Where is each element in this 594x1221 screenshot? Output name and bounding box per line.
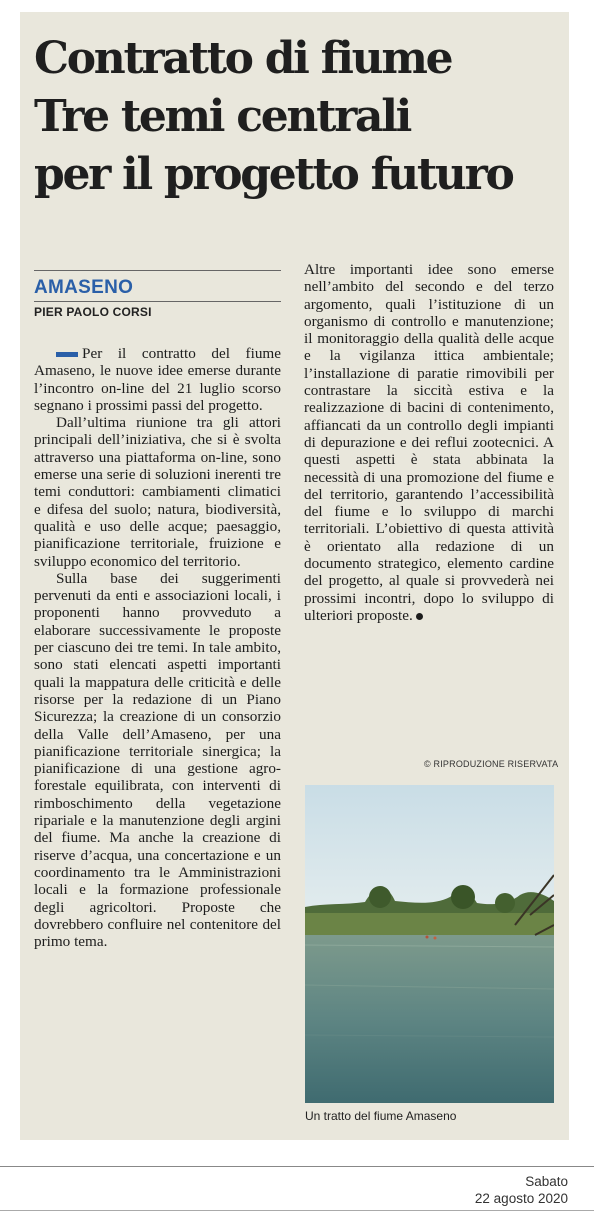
end-of-article-icon <box>416 613 423 620</box>
footer-divider <box>0 1166 594 1167</box>
paragraph-3: Sulla base dei suggerimenti pervenuti da enti e associazioni locali, i proponenti hanno provveduto a elaborare successivamente le proposte per ciascuno dei tre temi. In tale ambito, sono stati elencati aspetti importanti quali la mappatura delle criticità e delle risorse per la redazione di un Piano Sicurezza; la creazione di un consorzio della Valle dell’Amaseno, per una pianificazione territoriale sinergica; la pianificazione di una gestione agro-forestale equilibrata, con interventi di rimboschimento della vegetazione ripariale e la manutenzione degli argini del fiume. Ma anche la creazione di riserve d’acqua, una concertazione e un coordinamento tra le Amministrazioni locali e la formazione professionale degli agricoltori. Proposte che dovrebbero confluire nel contenitore del primo tema. <box>34 569 281 951</box>
article-column-1 <box>34 345 281 950</box>
article-column-2 <box>304 261 554 624</box>
headline-line-2: Tre temi centrali <box>34 91 411 142</box>
copyright-note: © RIPRODUZIONE RISERVATA <box>424 759 559 769</box>
publication-full-date: 22 agosto 2020 <box>474 1191 568 1206</box>
author-byline: PIER PAOLO CORSI <box>34 305 152 319</box>
paragraph-3-continued-text: Altre importanti idee sono emerse nell’ambito del secondo e del terzo argomento, quali l’istituzione di un organismo di controllo e manutenzione; il monitoraggio della qualità delle acque e la vigilanza ittica ambientale; l’installazione di paratie rimovibili per contrastare la siccità estiva e la realizzazione di bacini di contenimento, affiancati da un controllo degli impianti di depurazione e dei reflui zootecnici. A questi aspetti è stata abbinata la necessità di una promozione del fiume e del territorio, garantendo l’accessibilità del fiume e lo sviluppo di marchi territoriali. L’obiettivo di questa attività è orientato alla redazione di un documento strategico, elemento cardine del progetto, al quale si provvederà nei prossimi incontri, dopo lo sviluppo di ulteriori proposte. <box>304 261 554 624</box>
river-photo-image <box>305 785 554 1103</box>
headline-line-3: per il progetto futuro <box>34 149 513 200</box>
kicker-top-rule <box>34 270 281 271</box>
paragraph-1 <box>34 345 281 414</box>
article-headline <box>34 30 564 204</box>
publication-day: Sabato <box>525 1174 568 1189</box>
section-kicker: AMASENO <box>34 277 134 298</box>
kicker-bottom-rule <box>34 301 281 302</box>
lead-bullet-icon <box>56 352 78 357</box>
publication-date <box>475 1173 568 1207</box>
paragraph-1-text: Per il contratto del fiume Amaseno, le nuove idee emerse durante l’incontro on-line del 21 luglio scorso segnano i prossimi passi del progetto. <box>34 345 281 414</box>
headline-line-1: Contratto di fiume <box>34 33 452 84</box>
footer-bottom-divider <box>0 1210 594 1211</box>
paragraph-2: Dall’ultima riunione tra gli attori principali dell’iniziativa, che si è svolta attraverso una piattaforma on-line, sono emerse una serie di soluzioni inerenti tre temi conduttori: cambiamenti climatici e difesa del suolo; natura, biodiversità, qualità e uso delle acque; paesaggio, pianificazione territoriale, fruizione e sviluppo economico del territorio. <box>34 414 281 570</box>
photo-caption: Un tratto del fiume Amaseno <box>305 1109 457 1123</box>
river-photo <box>305 785 554 1103</box>
newspaper-clipping <box>20 12 569 1140</box>
paragraph-3-continued <box>304 261 554 624</box>
